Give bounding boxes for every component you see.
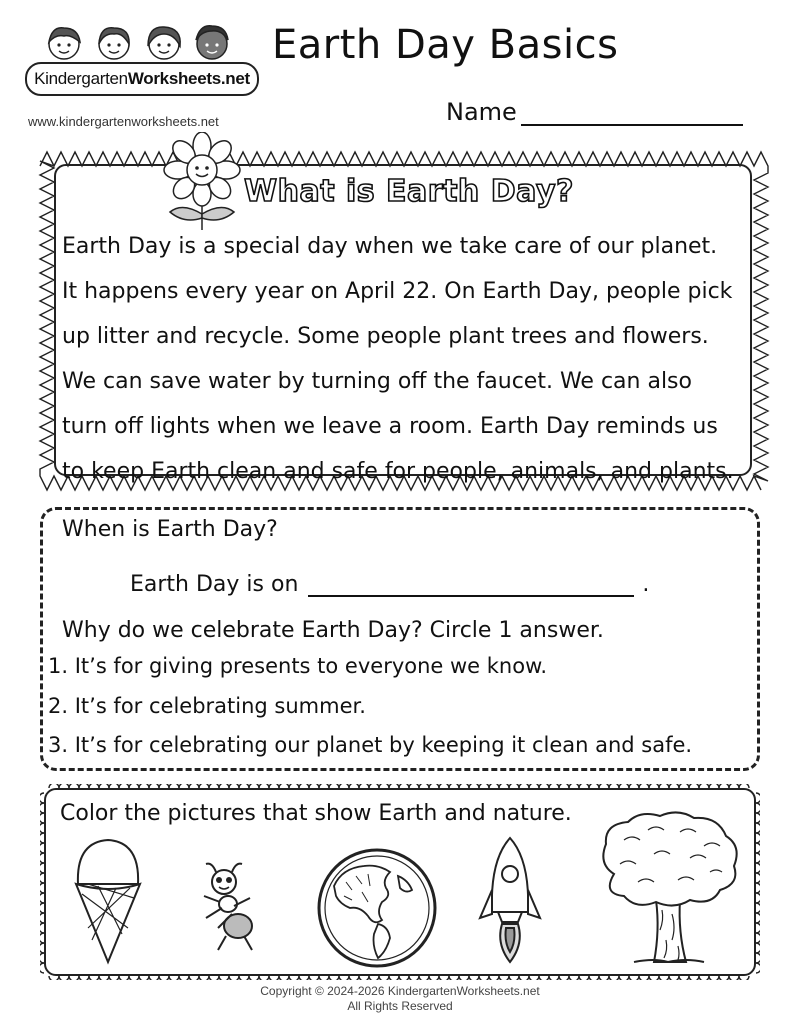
name-field[interactable] — [446, 98, 743, 126]
logo-text-b: Worksheets.net — [127, 69, 250, 88]
reading-heading: What is Earth Day? — [244, 174, 574, 209]
logo-text-a: Kindergarten — [34, 69, 128, 88]
answer-blank-line[interactable] — [308, 573, 634, 597]
question-2: Why do we celebrate Earth Day? Circle 1 answer. — [62, 618, 604, 643]
answer-period: . — [642, 572, 650, 597]
ice-cream-cone-icon[interactable] — [68, 836, 148, 966]
passage-line: It happens every year on April 22. On Earth Day, people pick — [62, 279, 733, 304]
question-1: When is Earth Day? — [62, 517, 278, 542]
answer-option-1[interactable]: 1. It’s for giving presents to everyone we know. — [48, 654, 548, 678]
name-blank-line[interactable] — [521, 100, 743, 126]
earth-globe-icon[interactable] — [312, 846, 442, 970]
answer-prompt: Earth Day is on — [130, 572, 299, 597]
flower-icon — [162, 132, 242, 232]
site-url: www.kindergartenworksheets.net — [28, 114, 219, 129]
answer-row[interactable] — [130, 572, 649, 597]
site-logo — [25, 62, 259, 96]
copyright-line: Copyright © 2024-2026 KindergartenWorksheets.net — [260, 984, 540, 998]
tree-icon[interactable] — [594, 810, 744, 970]
coloring-instruction: Color the pictures that show Earth and nature. — [60, 801, 572, 826]
rights-line: All Rights Reserved — [347, 999, 453, 1013]
rocket-icon[interactable] — [478, 834, 542, 966]
passage-line: We can save water by turning off the faucet. We can also — [62, 369, 692, 394]
reading-passage — [62, 224, 752, 494]
ant-icon[interactable] — [196, 862, 266, 952]
answer-option-3[interactable]: 3. It’s for celebrating our planet by keeping it clean and safe. — [48, 733, 693, 757]
passage-line: Earth Day is a special day when we take care of our planet. — [62, 234, 718, 259]
passage-line: up litter and recycle. Some people plant trees and flowers. — [62, 324, 709, 349]
kids-faces-logo-icon — [40, 20, 250, 66]
answer-option-2[interactable]: 2. It’s for celebrating summer. — [48, 694, 366, 718]
passage-line: turn off lights when we leave a room. Earth Day reminds us — [62, 414, 718, 439]
footer — [0, 984, 800, 1014]
page-title: Earth Day Basics — [272, 22, 619, 68]
passage-line: to keep Earth clean and safe for people, animals, and plants. — [62, 459, 734, 484]
name-label: Name — [446, 98, 517, 126]
